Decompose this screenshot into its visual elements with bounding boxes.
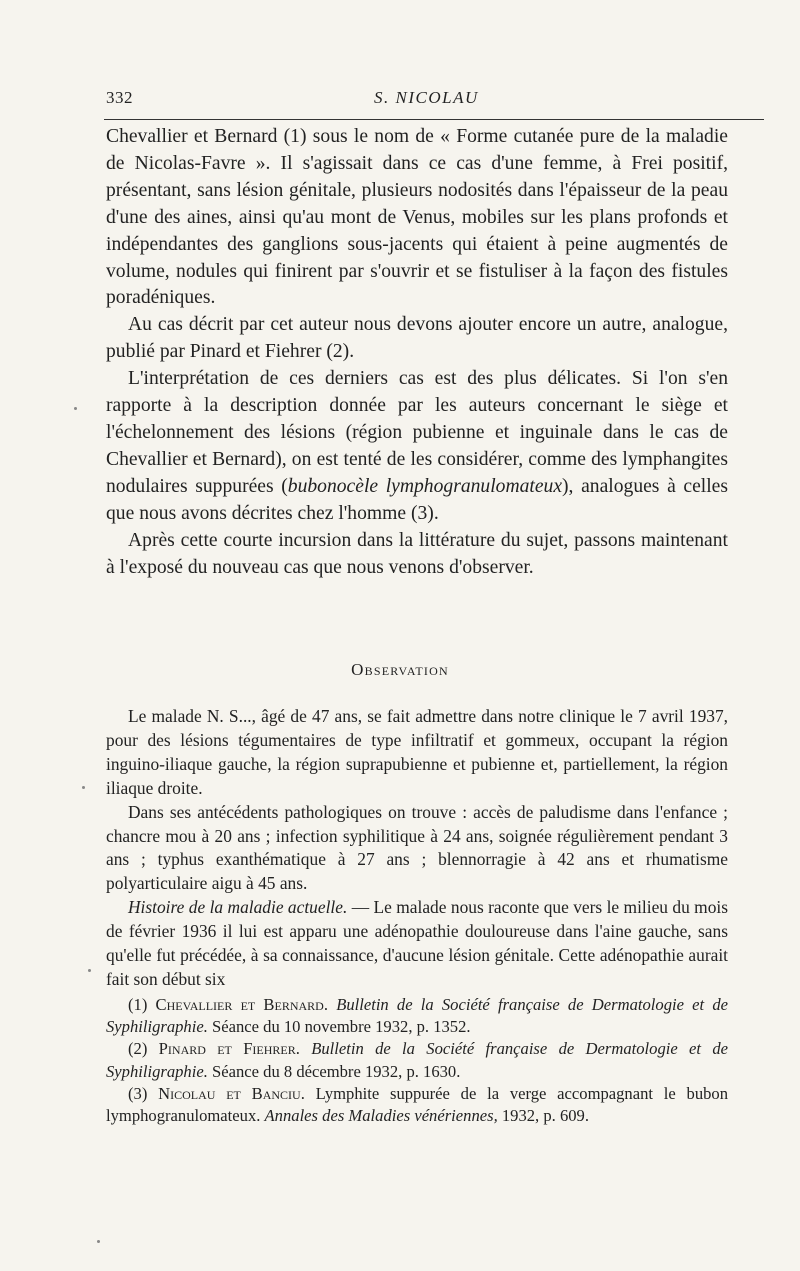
footnote-3-journal: Annales des Maladies vénériennes,: [264, 1106, 498, 1126]
observation-subheading: Histoire de la maladie actuelle.: [128, 897, 348, 918]
footnote-3-authors: Nicolau et Banciu.: [158, 1083, 305, 1103]
footnote-2-journal: Bulletin de la Société française de Dermatologie et de Syphiligraphie.: [106, 1039, 728, 1081]
footnote-2-number: (2): [128, 1039, 159, 1059]
footnote-2-authors: Pinard et Fiehrer.: [158, 1039, 300, 1059]
section-heading-observation: Observation: [351, 660, 449, 679]
paragraph-2: Au cas décrit par cet auteur nous devons ajouter encore un autre, analogue, publié par Pinard et Fiehrer (2).: [106, 314, 728, 363]
paragraph-3-italic-term: bubonocèle lymphogranulomateux: [287, 475, 563, 497]
running-head: S. NICOLAU: [374, 88, 479, 107]
page-number: 332: [106, 88, 133, 107]
observation-paragraph-3: [106, 896, 728, 992]
paper-speck: [74, 407, 77, 410]
footnotes: [106, 994, 728, 1127]
footnote-2: [106, 1038, 728, 1082]
paragraph-1: Chevallier et Bernard (1) sous le nom de « Forme cutanée pure de la maladie de Nicolas-Favre ». Il s'agissait dans ce cas d'une femme, à Frei positif, présentant, sans lésion génitale, plusieurs nodosités dans l'épaisseur de la peau d'une des aines, ainsi qu'au mont de Venus, mobiles sur les plans profonds et indépendantes des ganglions sous-jacents qui étaient à peine augmentés de volume, nodules qui finirent par s'ouvrir et se fistuliser à la façon des fistules poradéniques.: [106, 126, 728, 309]
paragraph-3: [106, 366, 728, 527]
paper-speck: [88, 969, 91, 972]
paper-speck: [97, 1240, 100, 1243]
footnote-1-details: Séance du 10 novembre 1932, p. 1352.: [207, 1017, 471, 1037]
footnote-1-journal: Bulletin de la Société française de Dermatologie et de Syphiligraphie.: [106, 995, 728, 1037]
paragraph-4: Après cette courte incursion dans la littérature du sujet, passons maintenant à l'exposé du nouveau cas que nous venons d'observer.: [106, 529, 728, 578]
observation-text: [106, 705, 728, 992]
footnote-3-title: Lymphite suppurée de la verge accompagnant le bubon lymphogranulomateux.: [106, 1083, 729, 1126]
observation-paragraph-3-text: — Le malade nous raconte que vers le milieu du mois de février 1936 il lui est apparu une adénopathie douloureuse dans l'aine gauche, sans qu'elle fut précédée, à sa connaissance, d'aucune lésion génitale. Cette adénopathie aurait fait son début six: [106, 897, 728, 989]
header-rule: [104, 119, 764, 120]
footnote-1: [106, 994, 728, 1038]
main-text: [106, 124, 728, 581]
footnote-1-number: (1): [128, 995, 156, 1014]
footnote-3-number: (3): [128, 1083, 159, 1103]
observation-paragraph-1: Le malade N. S..., âgé de 47 ans, se fait admettre dans notre clinique le 7 avril 1937, pour des lésions tégumentaires de type infiltratif et gommeux, occupant la région inguino-iliaque gauche, la région suprapubienne et pubienne et, partiellement, la région iliaque droite.: [106, 706, 728, 798]
paragraph-3-part-b: ), analogues à celles que nous avons décrites chez l'homme (3).: [106, 475, 728, 524]
paragraph-3-part-a: L'interprétation de ces derniers cas est des plus délicates. Si l'on s'en rapporte à la description donnée par les auteurs concernant le siège et l'échelonnement des lésions (région pubienne et inguinale dans le cas de Chevallier et Bernard), on est tenté de les considérer, comme des lymphangites nodulaires suppurées (: [106, 368, 728, 497]
observation-paragraph-2: Dans ses antécédents pathologiques on trouve : accès de paludisme dans l'enfance ; chancre mou à 20 ans ; infection syphilitique à 24 ans, soignée régulièrement pendant 3 ans ; typhus exanthématique à 27 ans ; blennorragie à 42 ans et rhumatisme polyarticulaire aigu à 45 ans.: [106, 801, 728, 894]
footnote-3-details: 1932, p. 609.: [497, 1106, 589, 1126]
footnote-3: [106, 1083, 728, 1127]
footnote-2-details: Séance du 8 décembre 1932, p. 1630.: [207, 1061, 461, 1081]
paper-speck: [82, 786, 85, 789]
footnote-1-authors: Chevallier et Bernard.: [155, 995, 328, 1014]
